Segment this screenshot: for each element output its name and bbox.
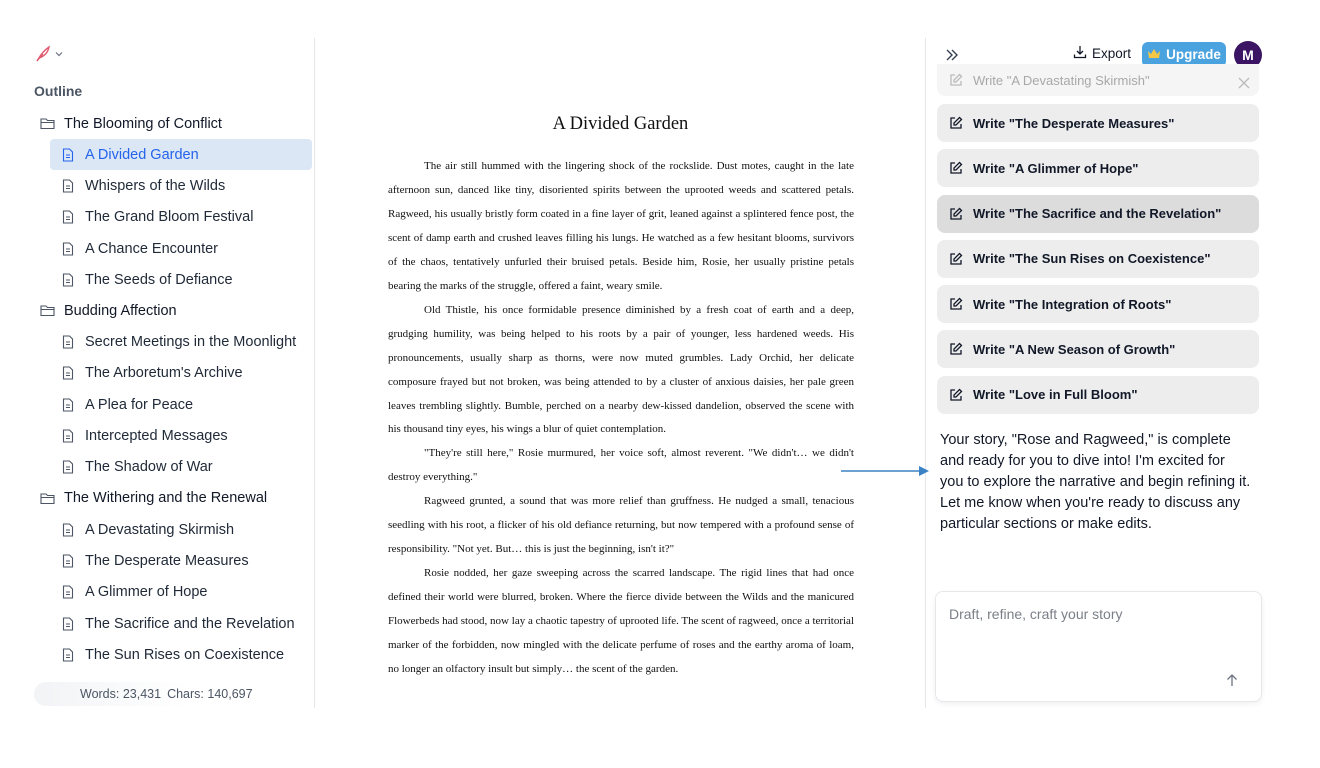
folder-label: The Withering and the Renewal [64,490,268,507]
document-icon [62,147,76,163]
document-icon [62,178,76,194]
close-icon[interactable] [1237,76,1251,90]
chapter-title: A Divided Garden [552,114,689,134]
chapter-label: The Grand Bloom Festival [85,209,254,226]
paragraph: Rosie nodded, her gaze sweeping across the scarred landscape. The rigid lines that had once defined their world were blurred, broken. Where the fierce divide between the Wilds and the manicured Flowerbeds had stood, now lay a chaotic tapestry of uprooted life. The scent of ragweed, once a territorial marker of the forbidden, now mingled with the delicate perfume of roses and the earthy aroma of loam, no longer an olfactory insult but simply… the scent of the garden. [388,567,854,676]
outline-chapter-item[interactable] [50,608,314,639]
document-icon [62,397,76,413]
chapter-label: Secret Meetings in the Moonlight [85,334,297,351]
paragraph: Ragweed grunted, a sound that was more relief than gruffness. He nudged a small, tenacious seedling with his root, a flicker of his old defiance returning, but now tempered with a profound sense of responsibility. "Not yet. But… this is just the beginning, isn't it?" [388,495,854,556]
arrow-right-icon [841,463,931,479]
task-label: Write "A Devastating Skirmish" [973,72,1150,88]
outline-chapter-item[interactable] [50,202,314,233]
chapter-label: The Arboretum's Archive [85,365,243,382]
edit-icon [949,296,965,312]
task-item[interactable] [937,149,1259,187]
edit-icon [949,341,965,357]
task-label: Write "Love in Full Bloom" [973,387,1138,403]
outline-chapter-item[interactable] [50,514,314,545]
chapter-label: The Seeds of Defiance [85,271,233,288]
chat-input-box [935,591,1262,702]
word-count: Words: 23,431 [80,687,162,701]
send-button[interactable] [1223,673,1241,691]
outline-chapter-item[interactable] [50,577,314,608]
export-button[interactable] [1073,45,1131,62]
chapter-label: Intercepted Messages [85,428,228,445]
chapter-label: The Sun Rises on Coexistence [85,646,285,663]
chevron-down-icon [55,50,63,58]
task-item[interactable] [937,376,1259,414]
chapter-label: The Sacrifice and the Revelation [85,615,295,632]
task-label: Write "The Integration of Roots" [973,296,1172,312]
word-char-counter [34,682,294,706]
download-icon [1073,45,1087,62]
outline-heading: Outline [34,83,83,99]
document-icon [62,428,76,444]
assistant-panel [926,0,1320,708]
app-logo-menu[interactable] [34,44,63,64]
edit-icon [949,115,965,131]
folder-icon [40,116,58,132]
edit-icon [949,206,965,222]
document-icon [62,553,76,569]
outline-chapter-item[interactable] [50,264,314,295]
document-icon [62,616,76,632]
folder-label: Budding Affection [64,302,177,319]
upgrade-label: Upgrade [1166,47,1221,62]
task-list [937,70,1259,421]
assistant-message: Your story, "Rose and Ragweed," is complete and ready for you to dive into! I'm excited for you to explore the narrative and begin refining it. Let me know when you're ready to discuss any particular sections or make edits. [940,432,1251,532]
outline-chapter-item[interactable] [50,233,314,264]
edit-icon [949,72,965,88]
task-label: Write "The Sun Rises on Coexistence" [973,251,1211,267]
outline-chapter-item[interactable] [50,139,312,170]
task-label: Write "The Sacrifice and the Revelation" [973,206,1222,222]
sidebar-divider [314,38,315,708]
paragraph: "They're still here," Rosie murmured, her voice soft, almost reverent. "We didn't… we didn't destroy everything." [388,447,854,484]
outline-chapter-item[interactable] [50,420,314,451]
chapter-label: A Chance Encounter [85,240,219,257]
task-item[interactable] [937,285,1259,323]
outline-tree [34,108,314,670]
edit-icon [949,160,965,176]
edit-icon [949,387,965,403]
document-icon [62,334,76,350]
outline-sidebar [0,0,315,708]
folder-label: The Blooming of Conflict [64,115,222,132]
outline-folder[interactable] [34,483,314,514]
paragraph: Old Thistle, his once formidable presence diminished by a fresh coat of earth and a deep, grudging humility, was being helped to his roots by a pair of younger, less hardened weeds. His pronouncements, usually sharp as thorns, were now muted grumbles. Lady Orchid, her delicate composure frayed but not broken, was being attended to by a cluster of anxious daisies, her pale green leaves trembling slightly. Bumble, perched on a nearby dew-kissed dandelion, observed the scene with his thousand tiny eyes, his wings a blur of quiet contemplation. [388,303,854,436]
task-item[interactable] [937,240,1259,278]
char-count: Chars: 140,697 [167,687,253,701]
task-item[interactable] [937,104,1259,142]
chapter-label: A Devastating Skirmish [85,521,235,538]
edit-icon [949,251,965,267]
collapse-panel-icon[interactable] [943,46,961,64]
document-view[interactable] [316,0,925,708]
task-item[interactable] [937,195,1259,233]
task-label: Write "The Desperate Measures" [973,115,1175,131]
crown-icon [1147,47,1161,62]
task-item[interactable] [937,330,1259,368]
outline-folder[interactable] [34,108,314,139]
outline-chapter-item[interactable] [50,326,314,357]
export-label: Export [1092,46,1132,61]
document-icon [62,365,76,381]
outline-chapter-item[interactable] [50,170,314,201]
outline-chapter-item[interactable] [50,358,314,389]
chapter-label: A Glimmer of Hope [85,584,208,601]
folder-icon [40,490,58,506]
chapter-label: A Plea for Peace [85,396,194,413]
document-icon [62,272,76,288]
outline-chapter-item[interactable] [50,545,314,576]
task-label: Write "A New Season of Growth" [973,341,1176,357]
arrow-up-icon [1225,673,1239,692]
outline-chapter-item[interactable] [50,389,314,420]
outline-chapter-item[interactable] [50,452,314,483]
task-label: Write "A Glimmer of Hope" [973,160,1139,176]
chat-input[interactable] [949,606,1239,666]
chapter-label: The Shadow of War [85,459,213,476]
quill-logo-icon [34,45,52,63]
folder-icon [40,303,58,319]
chapter-body[interactable] [388,155,854,682]
user-avatar[interactable]: M [1234,41,1262,69]
outline-chapter-item[interactable] [50,639,314,670]
document-icon [62,584,76,600]
chapter-label: A Divided Garden [85,146,199,163]
task-item[interactable] [937,64,1259,96]
paragraph: The air still hummed with the lingering shock of the rockslide. Dust motes, caught in the late afternoon sun, danced like tiny, disoriented spirits between the uprooted weeds and scattered petals. Ragweed, his usually bristly form coated in a fine layer of grit, leaned against a splintered fence post, the scent of damp earth and crushed leaves filling his lungs. He watched as a few hesitant blooms, survivors of the chaos, tentatively unfurled their bruised petals. Beside him, Rosie, her usually pristine petals bearing the marks of the struggle, offered a faint, weary smile. [388,160,854,292]
document-icon [62,209,76,225]
chapter-label: Whispers of the Wilds [85,177,226,194]
outline-folder[interactable] [34,295,314,326]
chapter-label: The Desperate Measures [85,552,249,569]
document-icon [62,459,76,475]
document-icon [62,241,76,257]
document-icon [62,522,76,538]
document-icon [62,647,76,663]
